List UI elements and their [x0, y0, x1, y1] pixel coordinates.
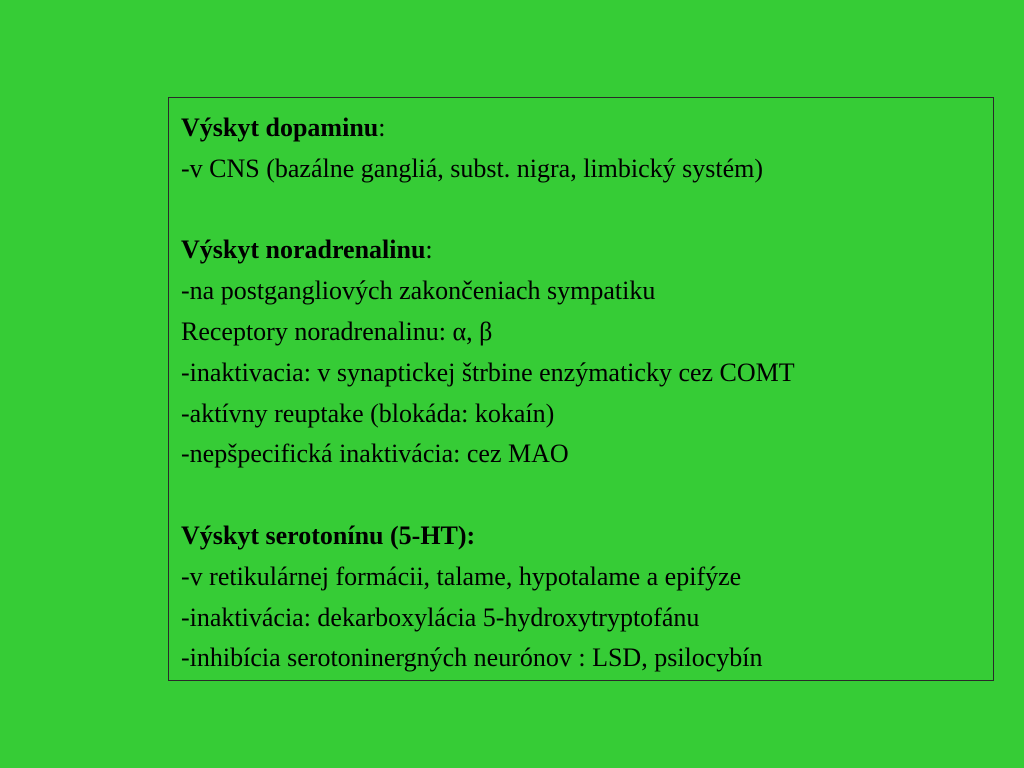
text-line: -v retikulárnej formácii, talame, hypotalame a epifýze [181, 561, 742, 591]
heading-bold: Výskyt noradrenalinu [181, 235, 426, 265]
heading-bold: Výskyt serotonínu (5-HT): [181, 520, 476, 550]
text-line: -inaktivacia: v synaptickej štrbine enzýmaticky cez COMT [181, 357, 795, 387]
text-box [168, 97, 994, 681]
blank-line [181, 475, 993, 516]
text-line: -na postgangliových zakončeniach sympatiku [181, 276, 656, 306]
text-line: Receptory noradrenalinu: α, β [181, 316, 493, 346]
text-line: -aktívny reuptake (blokáda: kokaín) [181, 398, 555, 428]
blank-line [181, 190, 993, 231]
text-line: -inaktivácia: dekarboxylácia 5-hydroxytryptofánu [181, 602, 700, 632]
text-line: -inhibícia serotoninergných neurónov : LSD, psilocybín [181, 643, 763, 673]
text-line: -v CNS (bazálne gangliá, subst. nigra, limbický systém) [181, 153, 764, 183]
section-heading-serotonin [181, 516, 993, 557]
heading-tail: : [425, 235, 433, 265]
text-line: -nepšpecifická inaktivácia: cez MAO [181, 439, 569, 469]
heading-tail: : [378, 113, 386, 142]
heading-bold: Výskyt dopaminu [181, 113, 379, 142]
section-heading-dopamine [181, 108, 993, 149]
section-heading-noradrenaline [181, 230, 993, 271]
